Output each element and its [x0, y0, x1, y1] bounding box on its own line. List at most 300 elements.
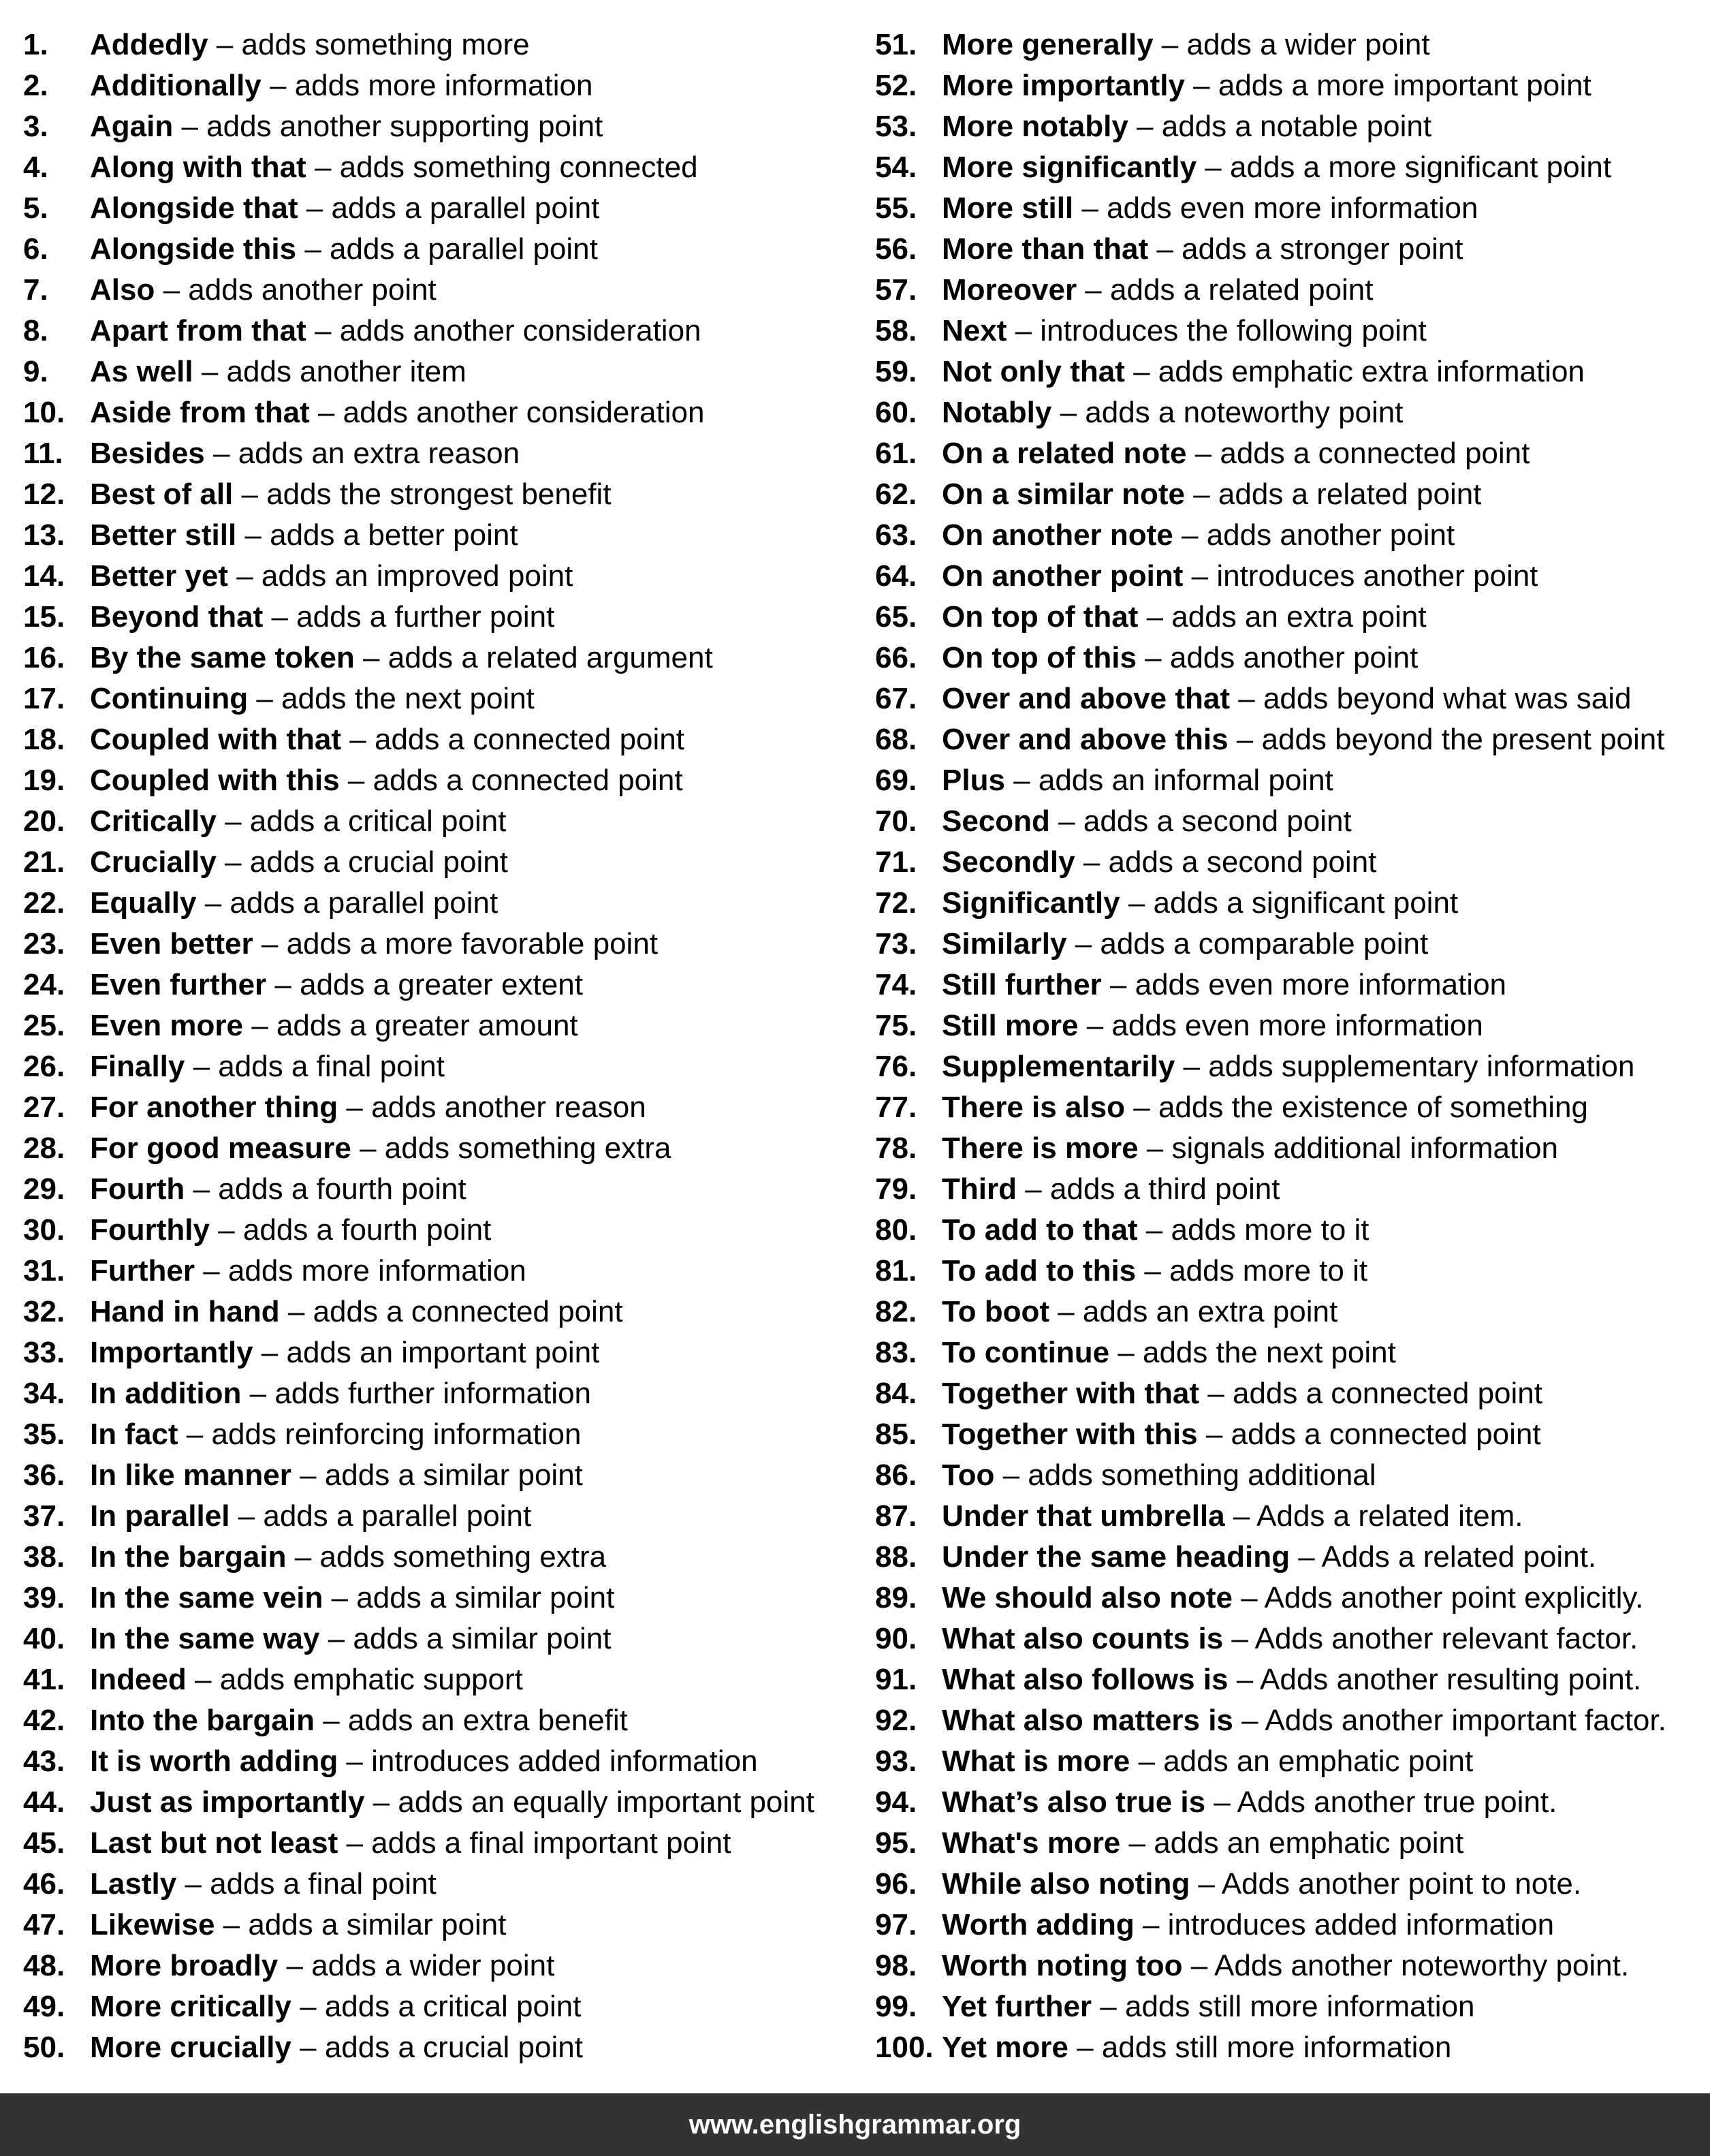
item-number: 41. [23, 1663, 65, 1696]
footer-url[interactable]: www.englishgrammar.org [688, 2110, 1022, 2140]
list-item [875, 1700, 1703, 1741]
list-item [23, 1905, 840, 1946]
item-description: adds still more information [1124, 1990, 1475, 2023]
item-number: 79. [875, 1172, 917, 1206]
list-item [875, 1578, 1703, 1619]
item-description: adds another reason [371, 1091, 646, 1124]
item-description: adds an extra reason [238, 437, 520, 470]
item-term: More still [942, 191, 1074, 225]
item-term: Addedly [90, 28, 208, 61]
item-number: 82. [875, 1295, 917, 1328]
item-number: 18. [23, 723, 65, 756]
item-separator: – [1130, 1745, 1164, 1778]
item-separator: – [253, 927, 287, 960]
item-description: adds an important point [286, 1336, 600, 1369]
list-item [875, 1128, 1703, 1169]
item-description: adds another point [188, 273, 437, 307]
item-term: Better yet [90, 559, 228, 593]
item-term: There is also [942, 1091, 1126, 1124]
item-description: adds something connected [339, 151, 698, 184]
item-number: 8. [23, 314, 48, 347]
item-number: 43. [23, 1745, 65, 1778]
item-separator: – [176, 1867, 210, 1901]
list-item [23, 1496, 840, 1537]
item-description: adds a more significant point [1230, 151, 1612, 184]
item-number: 87. [875, 1499, 917, 1533]
item-number: 33. [23, 1336, 65, 1369]
item-description: adds a second point [1108, 845, 1377, 879]
item-description: adds a better point [270, 518, 518, 552]
item-term: Hand in hand [90, 1295, 280, 1328]
item-number: 42. [23, 1704, 65, 1737]
item-description: adds even more information [1111, 1009, 1483, 1042]
item-description: adds a more favorable point [286, 927, 659, 960]
item-description: adds a fourth point [218, 1172, 466, 1206]
item-term: What also matters is [942, 1704, 1233, 1737]
item-term: In parallel [90, 1499, 230, 1533]
item-description: adds more information [294, 69, 593, 102]
item-description: adds supplementary information [1208, 1050, 1635, 1083]
item-term: On another note [942, 518, 1173, 552]
item-description: adds a stronger point [1182, 232, 1463, 266]
item-term: Equally [90, 886, 197, 920]
item-separator: – [286, 1540, 320, 1574]
item-term: Beyond that [90, 600, 264, 634]
item-term: Supplementarily [942, 1050, 1175, 1083]
list-item [875, 106, 1703, 147]
item-separator: – [1183, 559, 1217, 593]
item-number: 74. [875, 968, 917, 1001]
item-term: To add to that [942, 1213, 1138, 1247]
list-item [23, 1578, 840, 1619]
item-number: 54. [875, 151, 917, 184]
item-number: 53. [875, 110, 917, 143]
list-item [875, 719, 1703, 760]
item-number: 62. [875, 478, 917, 511]
item-term: Besides [90, 437, 205, 470]
item-separator: – [1153, 28, 1187, 61]
item-separator: – [291, 1990, 325, 2023]
item-number: 26. [23, 1050, 65, 1083]
item-separator: – [1078, 1009, 1112, 1042]
item-number: 88. [875, 1540, 917, 1574]
item-term: Over and above that [942, 682, 1231, 715]
item-separator: – [253, 1336, 287, 1369]
item-description: adds a wider point [311, 1949, 555, 1982]
item-term: Over and above this [942, 723, 1229, 756]
item-separator: – [178, 1418, 212, 1451]
item-number: 16. [23, 641, 65, 674]
item-number: 55. [875, 191, 917, 225]
item-description: adds even more information [1107, 191, 1478, 225]
item-description: Adds another resulting point. [1260, 1663, 1642, 1696]
item-description: adds the next point [281, 682, 535, 715]
item-description: introduces the following point [1040, 314, 1427, 347]
list-item [23, 392, 840, 433]
item-description: adds a final important point [371, 1826, 731, 1860]
item-description: adds a similar point [324, 1458, 583, 1492]
item-number: 85. [875, 1418, 917, 1451]
item-term: Still more [942, 1009, 1079, 1042]
item-separator: – [341, 723, 375, 756]
list-item [875, 1455, 1703, 1496]
item-term: What’s also true is [942, 1785, 1206, 1819]
item-description: adds a greater extent [300, 968, 583, 1001]
item-number: 63. [875, 518, 917, 552]
item-description: adds another supporting point [206, 110, 603, 143]
item-term: For good measure [90, 1131, 351, 1165]
item-description: adds a related point [1218, 478, 1482, 511]
item-term: Importantly [90, 1336, 253, 1369]
item-description: adds something additional [1028, 1458, 1376, 1492]
item-separator: – [233, 478, 267, 511]
item-description: adds a parallel point [263, 1499, 532, 1533]
item-separator: – [278, 1949, 312, 1982]
item-number: 15. [23, 600, 65, 634]
item-term: For another thing [90, 1091, 338, 1124]
list-item [23, 678, 840, 719]
list-item [23, 65, 840, 106]
item-description: adds something extra [319, 1540, 607, 1574]
item-number: 2. [23, 69, 48, 102]
item-separator: – [1124, 355, 1158, 388]
list-item [875, 1986, 1703, 2027]
list-item [875, 1005, 1703, 1046]
list-item [875, 351, 1703, 392]
item-number: 72. [875, 886, 917, 920]
item-term: On top of that [942, 600, 1139, 634]
item-separator: – [364, 1785, 398, 1819]
item-number: 3. [23, 110, 48, 143]
item-separator: – [1290, 1540, 1322, 1574]
item-separator: – [242, 1009, 276, 1042]
item-term: Coupled with this [90, 764, 340, 797]
item-number: 20. [23, 804, 65, 838]
list-item [23, 719, 840, 760]
item-separator: – [185, 1172, 219, 1206]
item-term: On top of this [942, 641, 1137, 674]
item-number: 68. [875, 723, 917, 756]
item-term: Together with that [942, 1377, 1200, 1410]
item-term: While also noting [942, 1867, 1190, 1901]
item-number: 65. [875, 600, 917, 634]
item-term: More crucially [90, 2031, 291, 2064]
item-description: adds a related point [1110, 273, 1374, 307]
item-term: Worth adding [942, 1908, 1135, 1941]
item-description: adds an informal point [1038, 764, 1333, 797]
item-separator: – [1199, 1377, 1233, 1410]
item-separator: – [1125, 1091, 1158, 1124]
item-separator: – [1228, 1663, 1260, 1696]
item-number: 84. [875, 1377, 917, 1410]
item-number: 28. [23, 1131, 65, 1165]
list-item [875, 924, 1703, 965]
list-item [875, 392, 1703, 433]
item-separator: – [338, 1091, 372, 1124]
item-separator: – [1205, 1785, 1237, 1819]
list-item [875, 1087, 1703, 1128]
item-number: 98. [875, 1949, 917, 1982]
item-number: 57. [875, 273, 917, 307]
list-item [23, 1128, 840, 1169]
item-separator: – [1228, 723, 1262, 756]
list-item [875, 842, 1703, 883]
item-term: Better still [90, 518, 237, 552]
item-term: Next [942, 314, 1007, 347]
item-term: Together with this [942, 1418, 1198, 1451]
item-description: adds an extra point [1082, 1295, 1338, 1328]
item-term: Similarly [942, 927, 1067, 960]
list-item [875, 188, 1703, 229]
item-separator: – [1120, 1826, 1154, 1860]
item-description: adds still more information [1101, 2031, 1452, 2064]
item-term: Third [942, 1172, 1017, 1206]
item-separator: – [351, 1131, 385, 1165]
list-item [23, 351, 840, 392]
list-item [23, 1251, 840, 1292]
list-item [23, 924, 840, 965]
item-description: adds a noteworthy point [1085, 396, 1404, 429]
item-description: adds something extra [384, 1131, 671, 1165]
item-term: Plus [942, 764, 1005, 797]
item-description: adds more to it [1169, 1254, 1368, 1287]
list-item [23, 1210, 840, 1251]
item-number: 27. [23, 1091, 65, 1124]
item-separator: – [248, 682, 282, 715]
item-description: adds a connected point [1232, 1377, 1542, 1410]
item-number: 66. [875, 641, 917, 674]
item-number: 67. [875, 682, 917, 715]
item-term: In addition [90, 1377, 242, 1410]
item-number: 46. [23, 1867, 65, 1901]
item-description: adds a parallel point [330, 232, 598, 266]
list-item [23, 188, 840, 229]
item-separator: – [1128, 110, 1162, 143]
list-item [875, 1537, 1703, 1578]
item-term: In the bargain [90, 1540, 287, 1574]
list-item [875, 1619, 1703, 1659]
list-item [23, 1659, 840, 1700]
item-separator: – [1197, 1418, 1231, 1451]
item-term: Just as importantly [90, 1785, 365, 1819]
list-item [23, 1946, 840, 1986]
item-term: Not only that [942, 355, 1125, 388]
list-item [23, 433, 840, 474]
item-separator: – [291, 2031, 325, 2064]
list-item [23, 1046, 840, 1087]
item-separator: – [236, 518, 270, 552]
item-term: Best of all [90, 478, 234, 511]
item-number: 76. [875, 1050, 917, 1083]
list-item [23, 270, 840, 311]
item-separator: – [193, 355, 227, 388]
item-description: introduces another point [1216, 559, 1538, 593]
item-description: adds a significant point [1153, 886, 1459, 920]
item-separator: – [1184, 69, 1218, 102]
item-separator: – [1075, 845, 1109, 879]
item-number: 61. [875, 437, 917, 470]
list-item [875, 760, 1703, 801]
item-term: Additionally [90, 69, 262, 102]
item-term: On another point [942, 559, 1184, 593]
item-number: 93. [875, 1745, 917, 1778]
item-number: 90. [875, 1622, 917, 1655]
item-separator: – [216, 804, 250, 838]
item-number: 17. [23, 682, 65, 715]
item-term: It is worth adding [90, 1745, 338, 1778]
item-number: 11. [23, 437, 63, 470]
item-number: 19. [23, 764, 65, 797]
item-term: More significantly [942, 151, 1197, 184]
item-description: adds a third point [1049, 1172, 1280, 1206]
item-description: introduces added information [371, 1745, 758, 1778]
list-item [23, 1823, 840, 1864]
item-term: What also counts is [942, 1622, 1224, 1655]
item-description: adds emphatic extra information [1158, 355, 1585, 388]
item-separator: – [1138, 600, 1172, 634]
item-separator: – [1233, 1581, 1265, 1614]
item-term: Notably [942, 396, 1052, 429]
item-description: adds the strongest benefit [266, 478, 612, 511]
item-description: adds the next point [1142, 1336, 1396, 1369]
word-list [0, 25, 1710, 2068]
item-term: As well [90, 355, 193, 388]
list-item [875, 270, 1703, 311]
item-number: 49. [23, 1990, 65, 2023]
item-description: Adds another important factor. [1265, 1704, 1666, 1737]
item-number: 24. [23, 968, 65, 1001]
item-separator: – [1049, 1295, 1083, 1328]
item-description: adds a final point [218, 1050, 445, 1083]
item-term: To boot [942, 1295, 1049, 1328]
item-term: Yet further [942, 1990, 1092, 2023]
right-column [875, 25, 1703, 2068]
list-item [23, 229, 840, 270]
list-item [23, 311, 840, 351]
item-number: 40. [23, 1622, 65, 1655]
item-number: 31. [23, 1254, 65, 1287]
item-term: What's more [942, 1826, 1121, 1860]
item-description: adds a similar point [353, 1622, 612, 1655]
item-description: adds a critical point [324, 1990, 582, 2023]
item-term: We should also note [942, 1581, 1233, 1614]
item-number: 22. [23, 886, 65, 920]
item-separator: – [1186, 437, 1220, 470]
item-description: adds an equally important point [398, 1785, 814, 1819]
item-term: Finally [90, 1050, 185, 1083]
item-term: Indeed [90, 1663, 187, 1696]
list-item [23, 2027, 840, 2068]
item-description: adds an emphatic point [1154, 1826, 1464, 1860]
item-description: Adds another point to note. [1221, 1867, 1582, 1901]
list-item [23, 556, 840, 597]
item-term: Last but not least [90, 1826, 338, 1860]
list-item [23, 1169, 840, 1210]
item-term: Fourthly [90, 1213, 210, 1247]
item-number: 9. [23, 355, 48, 388]
item-separator: – [204, 437, 238, 470]
list-item [23, 106, 840, 147]
item-separator: – [215, 1908, 249, 1941]
item-description: adds reinforcing information [211, 1418, 582, 1451]
item-number: 4. [23, 151, 48, 184]
list-item [875, 1251, 1703, 1292]
item-description: adds a fourth point [242, 1213, 492, 1247]
item-separator: – [1223, 1622, 1255, 1655]
item-description: adds a parallel point [229, 886, 498, 920]
item-term: Secondly [942, 845, 1075, 879]
item-term: Worth noting too [942, 1949, 1183, 1982]
item-separator: – [1092, 1990, 1125, 2023]
item-description: Adds a related item. [1256, 1499, 1523, 1533]
item-term: Moreover [942, 273, 1077, 307]
item-number: 77. [875, 1091, 917, 1124]
footer-bar [0, 2093, 1710, 2156]
item-term: Critically [90, 804, 217, 838]
list-item [875, 1659, 1703, 1700]
item-term: Again [90, 110, 174, 143]
item-number: 7. [23, 273, 48, 307]
item-separator: – [173, 110, 207, 143]
list-item [23, 883, 840, 924]
item-separator: – [1184, 478, 1218, 511]
item-separator: – [338, 1745, 372, 1778]
item-separator: – [306, 151, 340, 184]
item-description: adds further information [274, 1377, 592, 1410]
list-item [875, 147, 1703, 188]
list-item [23, 1455, 840, 1496]
item-description: adds a more important point [1218, 69, 1592, 102]
item-term: Lastly [90, 1867, 177, 1901]
item-term: On a similar note [942, 478, 1185, 511]
item-term: Coupled with that [90, 723, 342, 756]
item-description: adds emphatic support [219, 1663, 523, 1696]
list-item [875, 678, 1703, 719]
item-description: Adds another point explicitly. [1264, 1581, 1644, 1614]
item-separator: – [261, 69, 295, 102]
list-item [875, 1373, 1703, 1414]
item-number: 96. [875, 1867, 917, 1901]
list-item [875, 1414, 1703, 1455]
list-item [875, 2027, 1703, 2068]
item-number: 92. [875, 1704, 917, 1737]
item-separator: – [339, 764, 373, 797]
item-number: 94. [875, 1785, 917, 1819]
item-term: Even more [90, 1009, 243, 1042]
item-separator: – [229, 1499, 264, 1533]
item-term: Even better [90, 927, 253, 960]
item-description: adds more to it [1171, 1213, 1369, 1247]
item-separator: – [208, 28, 242, 61]
item-term: By the same token [90, 641, 355, 674]
item-description: adds a second point [1083, 804, 1352, 838]
item-separator: – [279, 1295, 313, 1328]
item-description: adds a final point [210, 1867, 437, 1901]
item-term: Under that umbrella [942, 1499, 1225, 1533]
item-term: Fourth [90, 1172, 185, 1206]
item-term: Further [90, 1254, 195, 1287]
item-number: 58. [875, 314, 917, 347]
list-item [23, 1332, 840, 1373]
item-term: In like manner [90, 1458, 291, 1492]
item-number: 99. [875, 1990, 917, 2023]
item-separator: – [1137, 1213, 1171, 1247]
item-number: 29. [23, 1172, 65, 1206]
list-item [875, 638, 1703, 678]
item-number: 14. [23, 559, 65, 593]
item-description: adds a greater amount [276, 1009, 578, 1042]
item-number: 71. [875, 845, 917, 879]
